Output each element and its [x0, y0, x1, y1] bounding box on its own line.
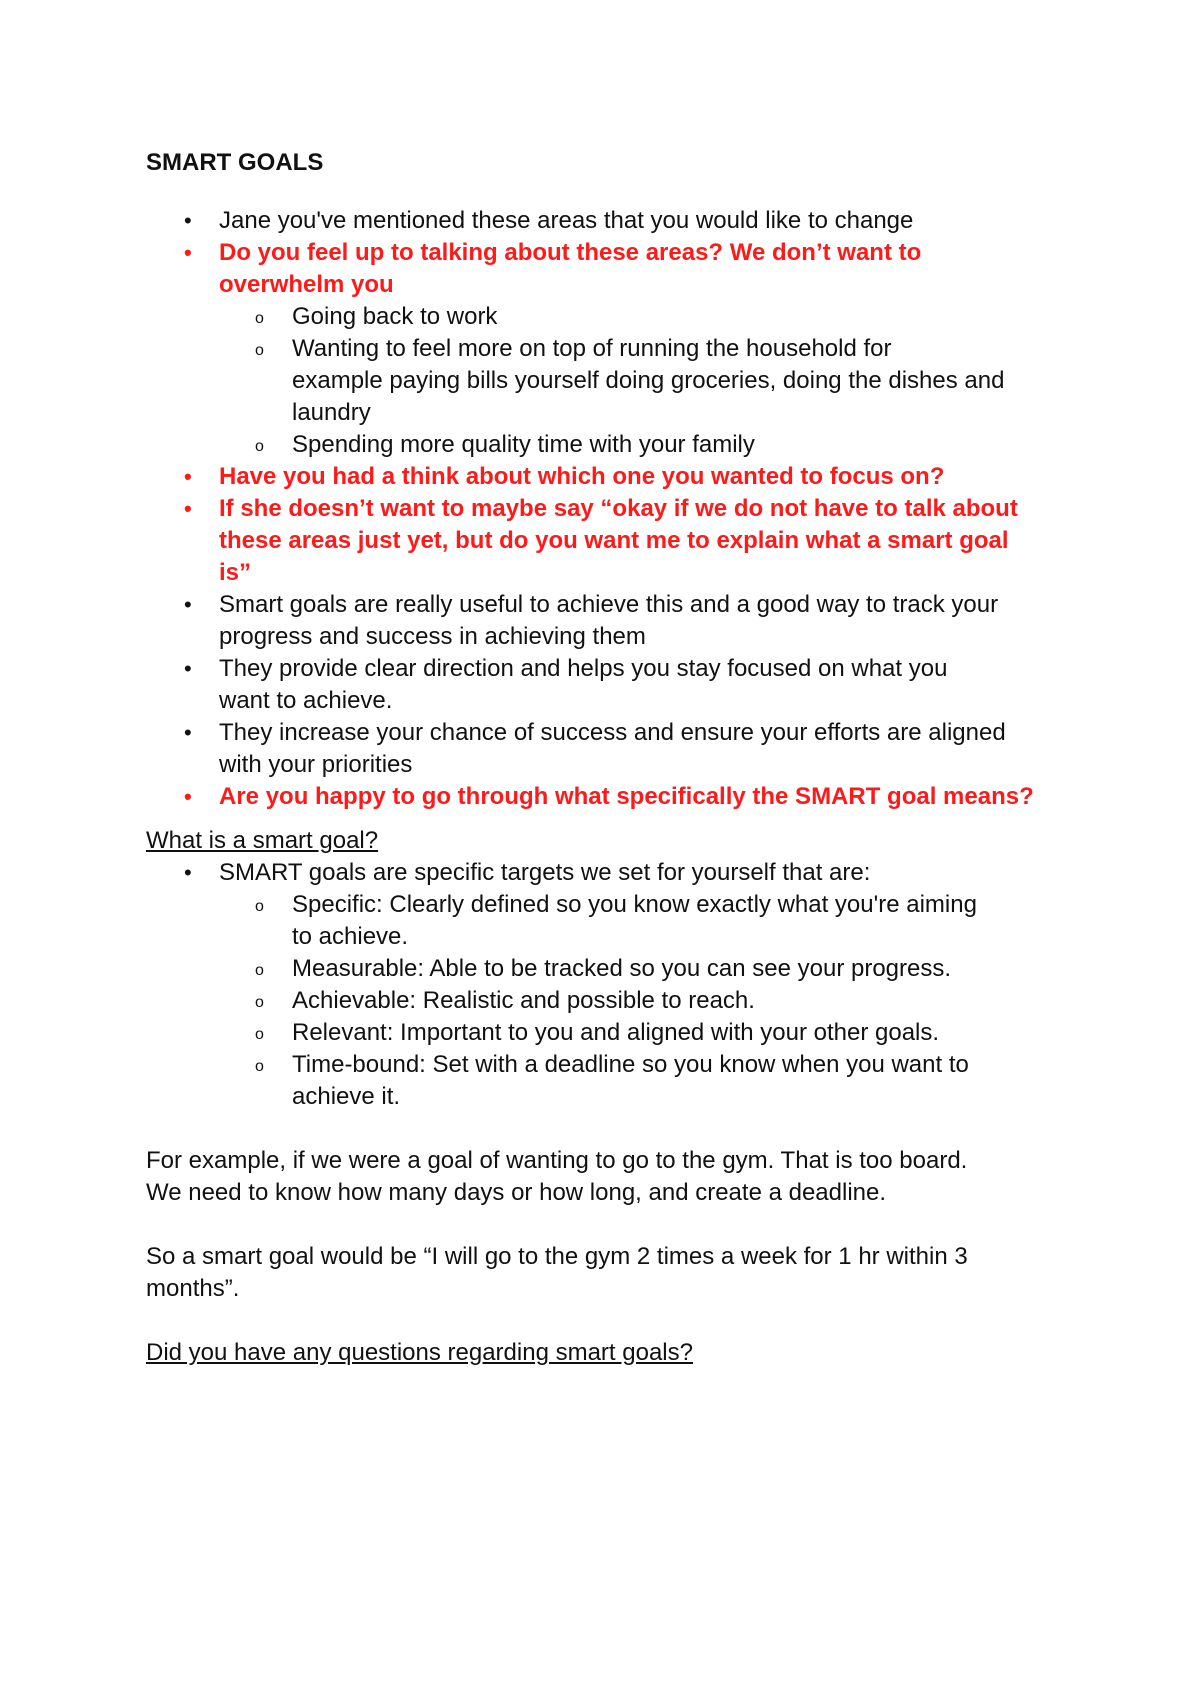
smart-item-time-bound: Time-bound: Set with a deadline so you know when you want to [292, 1051, 969, 1078]
list-item: with your priorities [219, 751, 413, 778]
example-paragraph: We need to know how many days or how long, and create a deadline. [146, 1179, 887, 1206]
list-item-highlight: Have you had a think about which one you wanted to focus on? [219, 463, 945, 490]
bullet-glyph: • [184, 208, 192, 233]
sub-bullet-glyph: o [255, 1026, 264, 1043]
bullet-glyph: • [184, 240, 192, 265]
sub-bullet-glyph: o [255, 342, 264, 359]
bullet-glyph: • [184, 656, 192, 681]
document-title: SMART GOALS [146, 149, 324, 176]
sub-list-item: Going back to work [292, 303, 498, 330]
list-item-highlight: Are you happy to go through what specifically the SMART goal means? [219, 783, 1034, 810]
sub-bullet-glyph: o [255, 994, 264, 1011]
example-paragraph: For example, if we were a goal of wanting to go to the gym. That is too board. [146, 1147, 968, 1174]
smart-item-measurable: Measurable: Able to be tracked so you can see your progress. [292, 955, 952, 982]
list-item-highlight: If she doesn’t want to maybe say “okay if we do not have to talk about [219, 495, 1018, 522]
bullet-glyph: • [184, 496, 192, 521]
list-item: want to achieve. [219, 687, 393, 714]
sub-bullet-glyph: o [255, 898, 264, 915]
bullet-glyph: • [184, 784, 192, 809]
smart-goal-example: So a smart goal would be “I will go to the gym 2 times a week for 1 hr within 3 [146, 1243, 968, 1270]
section-heading: What is a smart goal? [146, 827, 379, 854]
smart-item-achievable: Achievable: Realistic and possible to reach. [292, 987, 755, 1014]
closing-question: Did you have any questions regarding smart goals? [146, 1339, 693, 1366]
list-item: Jane you've mentioned these areas that you would like to change [219, 207, 914, 234]
smart-item-relevant: Relevant: Important to you and aligned with your other goals. [292, 1019, 940, 1046]
list-item-highlight: Do you feel up to talking about these areas? We don’t want to [219, 239, 922, 266]
sub-list-item: Spending more quality time with your family [292, 431, 755, 458]
list-item: progress and success in achieving them [219, 623, 646, 650]
smart-item-time-bound: achieve it. [292, 1083, 401, 1110]
list-item: SMART goals are specific targets we set for yourself that are: [219, 859, 871, 886]
sub-list-item: Wanting to feel more on top of running the household for [292, 335, 892, 362]
smart-goal-example: months”. [146, 1275, 240, 1302]
bullet-glyph: • [184, 860, 192, 885]
sub-list-item: example paying bills yourself doing groceries, doing the dishes and [292, 367, 1005, 394]
sub-list-item: laundry [292, 399, 371, 426]
bullet-glyph: • [184, 720, 192, 745]
sub-bullet-glyph: o [255, 310, 264, 327]
sub-bullet-glyph: o [255, 962, 264, 979]
bullet-glyph: • [184, 592, 192, 617]
bullet-glyph: • [184, 464, 192, 489]
list-item-highlight: these areas just yet, but do you want me to explain what a smart goal [219, 527, 1009, 554]
list-item-highlight: is” [219, 559, 252, 586]
sub-bullet-glyph: o [255, 438, 264, 455]
list-item: They provide clear direction and helps you stay focused on what you [219, 655, 948, 682]
smart-item-specific: Specific: Clearly defined so you know exactly what you're aiming [292, 891, 977, 918]
list-item: They increase your chance of success and ensure your efforts are aligned [219, 719, 1006, 746]
list-item-highlight: overwhelm you [219, 271, 394, 298]
sub-bullet-glyph: o [255, 1058, 264, 1075]
list-item: Smart goals are really useful to achieve this and a good way to track your [219, 591, 999, 618]
smart-item-specific: to achieve. [292, 923, 409, 950]
